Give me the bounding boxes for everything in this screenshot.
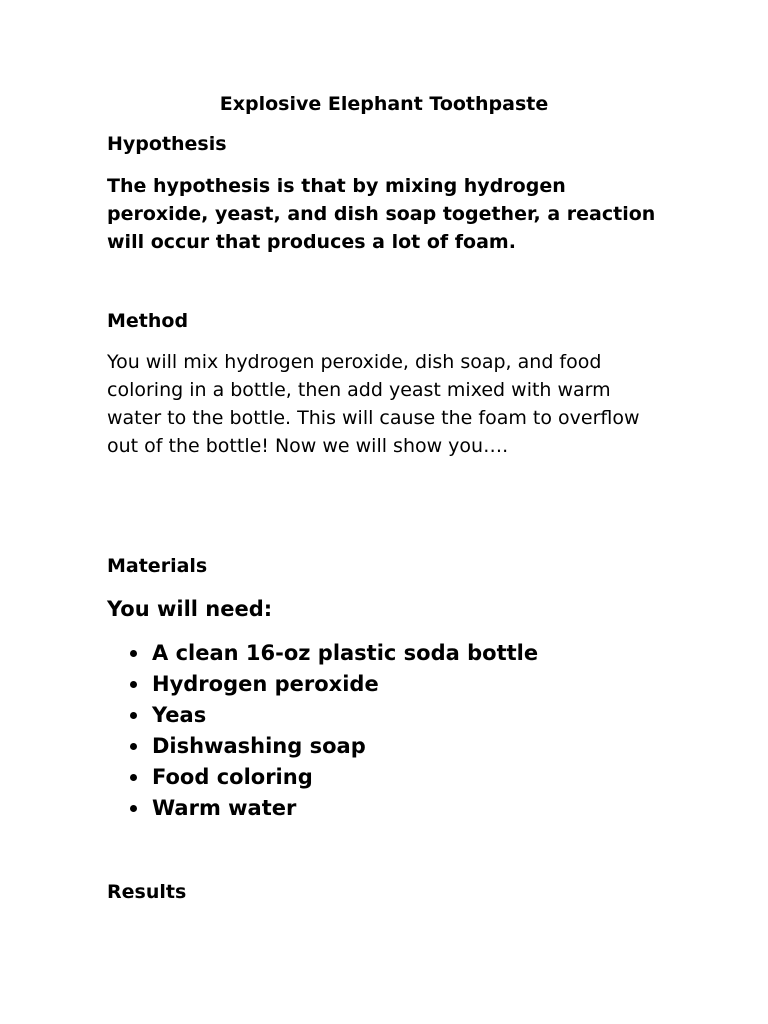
list-item-label: A clean 16-oz plastic soda bottle	[152, 641, 539, 665]
bullet-icon	[130, 743, 137, 750]
list-item-label: Yeas	[152, 703, 207, 727]
list-item	[107, 731, 707, 762]
list-item-label: Food coloring	[152, 765, 313, 789]
hypothesis-heading: Hypothesis	[107, 133, 227, 155]
bullet-icon	[130, 774, 137, 781]
bullet-icon	[130, 712, 137, 719]
materials-heading: Materials	[107, 555, 208, 577]
list-item	[107, 638, 707, 669]
list-item-label: Warm water	[152, 796, 297, 820]
list-item	[107, 793, 707, 824]
materials-list	[107, 638, 707, 824]
list-item	[107, 669, 707, 700]
bullet-icon	[130, 650, 137, 657]
list-item-label: Dishwashing soap	[152, 734, 366, 758]
bullet-icon	[130, 681, 137, 688]
results-heading: Results	[107, 881, 187, 903]
list-item	[107, 762, 707, 793]
list-item	[107, 700, 707, 731]
materials-intro: You will need:	[107, 597, 273, 621]
method-text: You will mix hydrogen peroxide, dish soap, and food coloring in a bottle, then add yeast mixed with warm water to the bottle. This will cause the foam to overflow out of the bottle! Now we will show you….	[107, 351, 640, 457]
method-heading: Method	[107, 310, 189, 332]
document-title: Explosive Elephant Toothpaste	[219, 93, 549, 115]
hypothesis-text: The hypothesis is that by mixing hydrogen peroxide, yeast, and dish soap together, a reaction will occur that produces a lot of foam.	[107, 175, 656, 253]
bullet-icon	[130, 805, 137, 812]
list-item-label: Hydrogen peroxide	[152, 672, 379, 696]
